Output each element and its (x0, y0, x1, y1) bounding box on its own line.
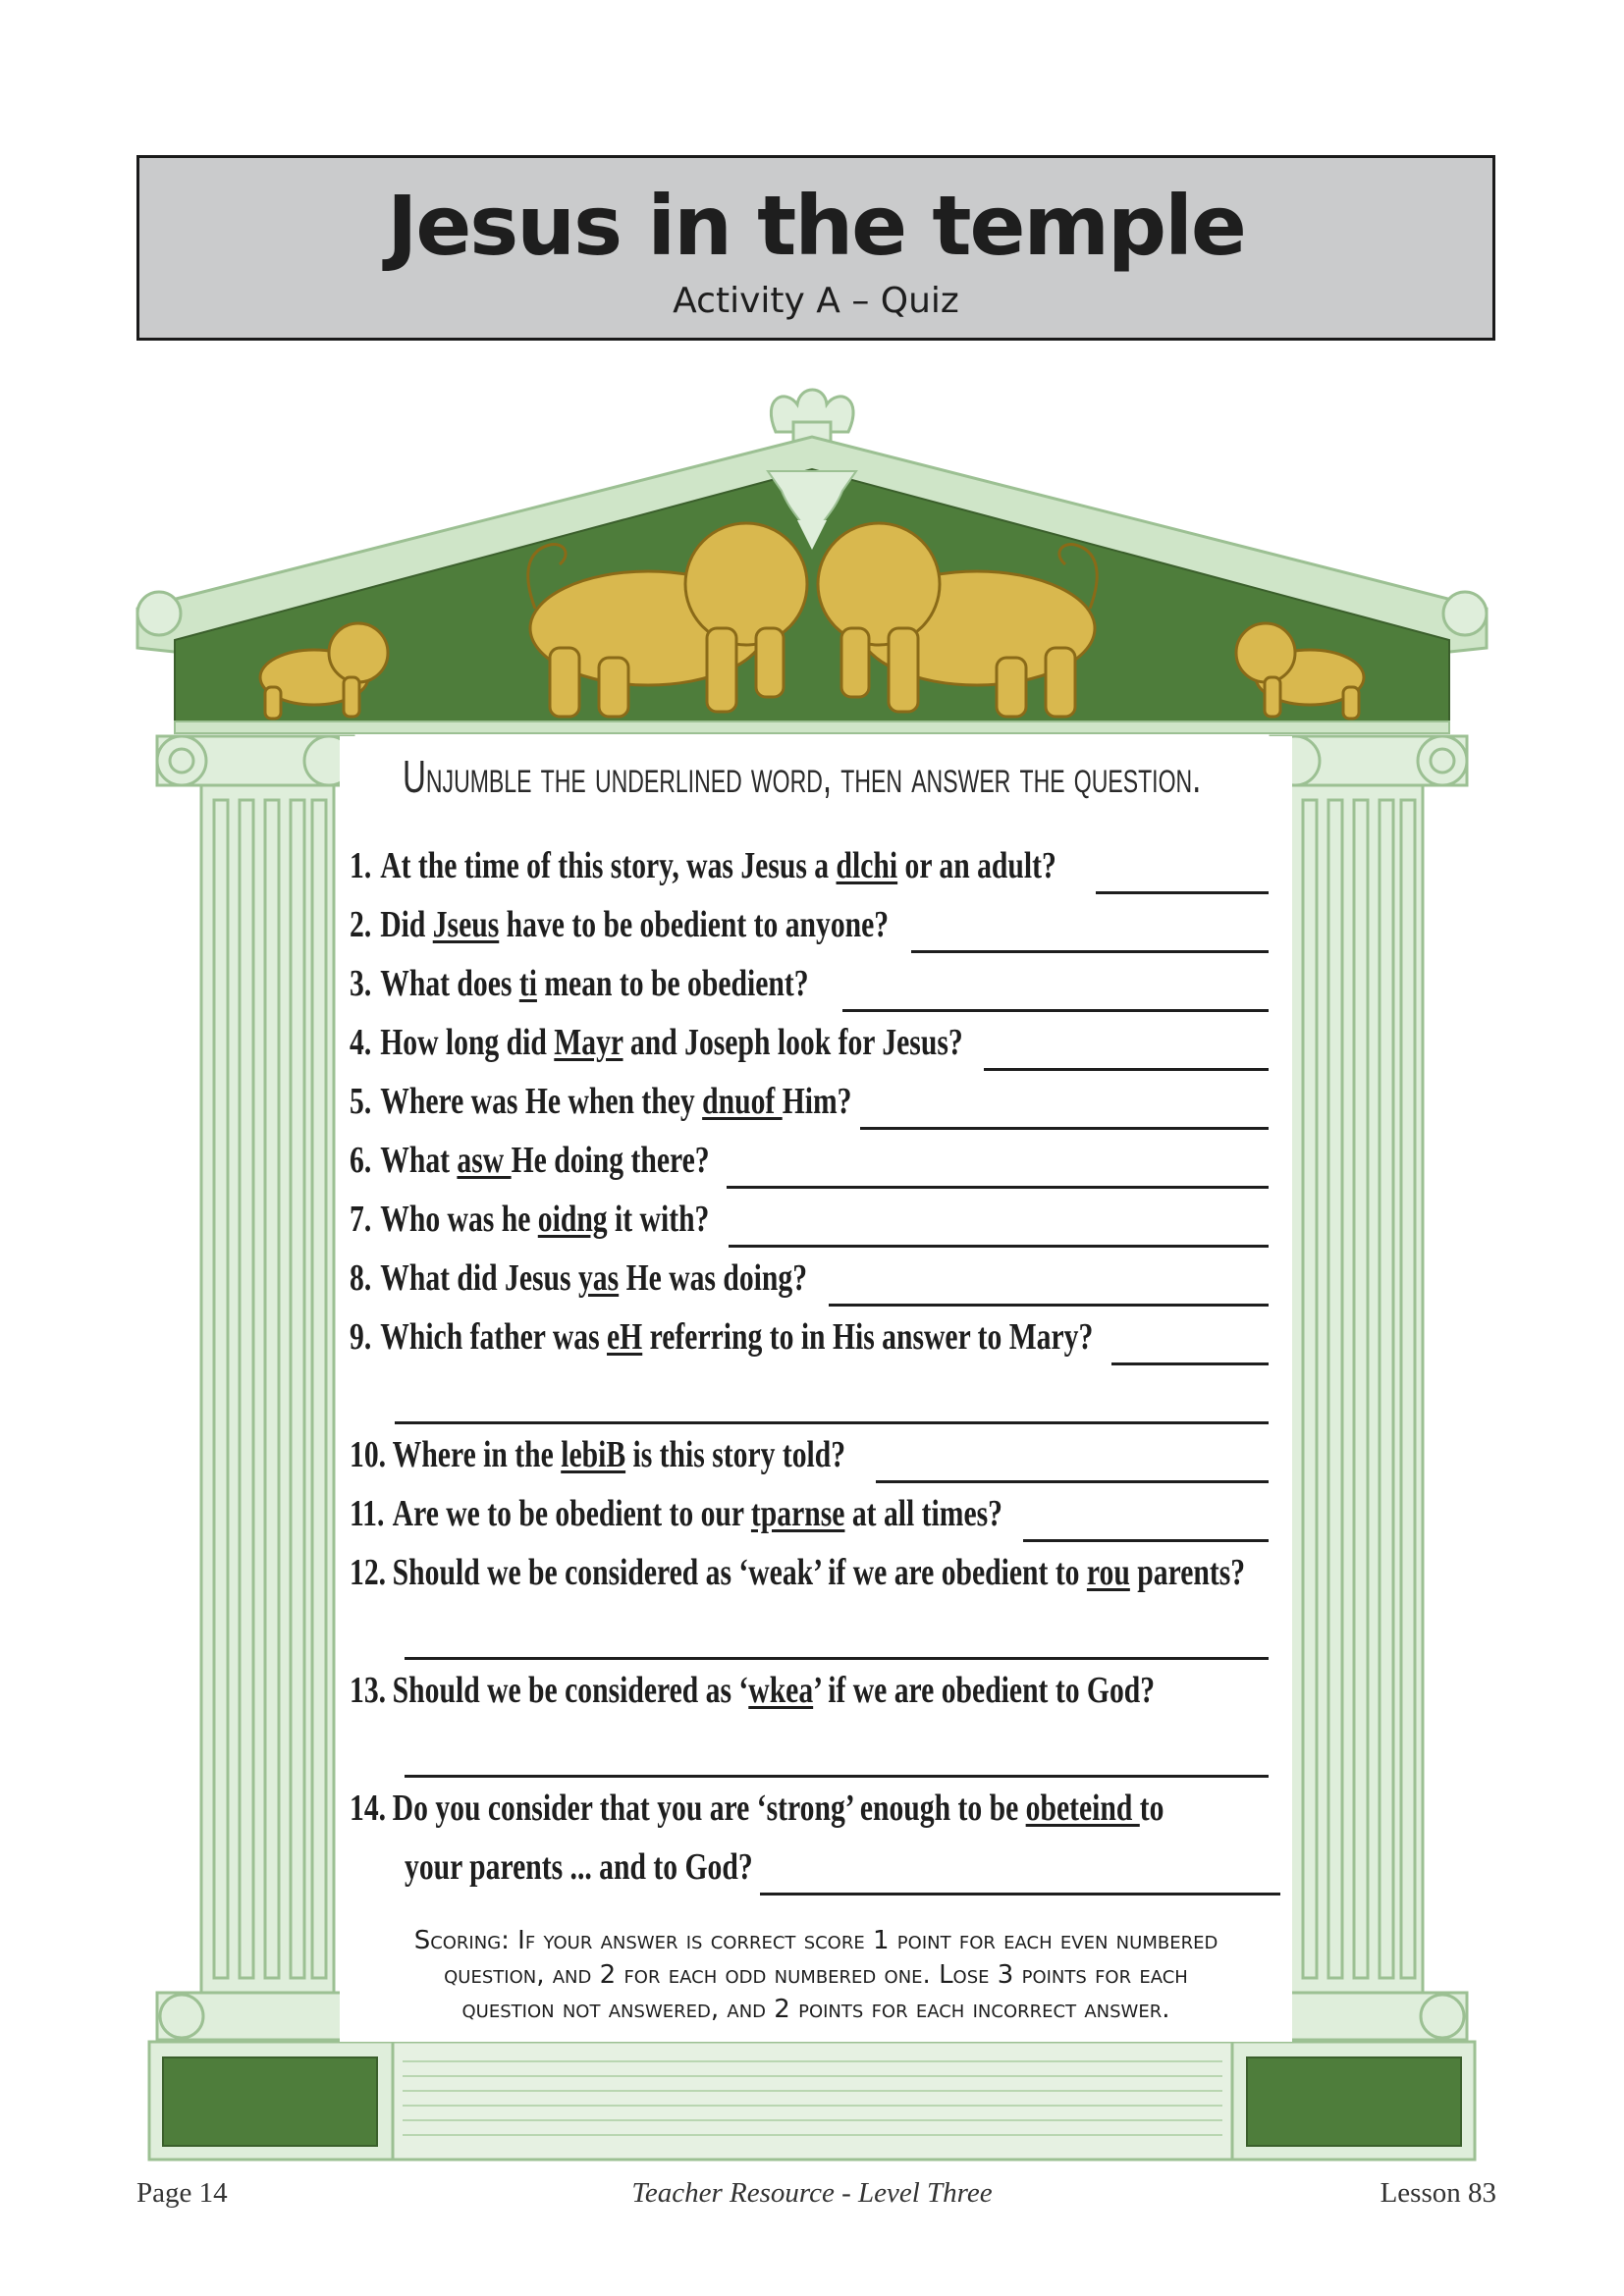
answer-line-8[interactable] (829, 1304, 1269, 1307)
question-6: 6. What asw He doing there? (350, 1140, 710, 1181)
footer-resource: Teacher Resource - Level Three (631, 2177, 993, 2209)
footer-lesson: Lesson 83 (1380, 2177, 1496, 2209)
jumbled-word: asw (457, 1140, 512, 1181)
scoring-text: Scoring: If your answer is correct score 1 point for each even numbered question, and 2 for each odd numbered one. Lose 3 points for each question not answered, and 2 points for each incorrect answer. (413, 1926, 1218, 2024)
answer-line-11[interactable] (1023, 1539, 1269, 1542)
question-10: 10. Where in the lebiB is this story told? (350, 1434, 846, 1475)
page-title: Jesus in the temple (387, 178, 1245, 274)
question-3: 3. What does ti mean to be obedient? (350, 963, 809, 1004)
answer-line-3[interactable] (842, 1009, 1269, 1012)
jumbled-word: rou (1086, 1552, 1130, 1593)
jumbled-word: dlchi (836, 845, 898, 886)
instruction-text: Unjumble the underlined word, then answer the question. (403, 751, 1202, 802)
question-9: 9. Which father was eH referring to in His answer to Mary? (350, 1316, 1094, 1358)
question-5: 5. Where was He when they dnuof Him? (350, 1081, 852, 1122)
jumbled-word: tparnse (750, 1493, 845, 1534)
jumbled-word: dnuof (702, 1081, 783, 1122)
right-column (1271, 736, 1467, 2040)
jumbled-word: lebiB (561, 1434, 626, 1475)
question-2: 2. Did Jseus have to be obedient to anyone? (350, 904, 890, 945)
jumbled-word: Mayr (554, 1022, 623, 1063)
answer-line-1[interactable] (1096, 891, 1269, 894)
answer-line-5[interactable] (860, 1127, 1269, 1130)
temple-base (149, 2042, 1475, 2160)
answer-line-4[interactable] (984, 1068, 1269, 1071)
question-1: 1. At the time of this story, was Jesus a dlchi or an adult? (350, 845, 1056, 886)
answer-line-14[interactable] (760, 1893, 1280, 1896)
answer-line-10[interactable] (876, 1480, 1269, 1483)
question-7: 7. Who was he oidng it with? (350, 1199, 710, 1240)
answer-line-7[interactable] (729, 1245, 1269, 1248)
question-12: 12. Should we be considered as ‘weak’ if we are obedient to rou parents? (350, 1552, 1246, 1593)
jumbled-word: Jseus (432, 904, 500, 945)
answer-line-13[interactable] (405, 1775, 1269, 1778)
question-14: 14. Do you consider that you are ‘strong’ enough to be obeteind to (350, 1788, 1164, 1829)
question-8: 8. What did Jesus yas He was doing? (350, 1257, 808, 1299)
answer-line-2[interactable] (911, 950, 1269, 953)
jumbled-word: wkea (748, 1670, 814, 1711)
question-4: 4. How long did Mayr and Joseph look for Jesus? (350, 1022, 963, 1063)
question-14-continuation: your parents ... and to God? (405, 1846, 753, 1888)
answer-line-12[interactable] (405, 1657, 1269, 1660)
page-subtitle: Activity A – Quiz (673, 281, 959, 321)
answer-line-9b[interactable] (395, 1421, 1269, 1424)
answer-line-9[interactable] (1111, 1362, 1269, 1365)
jumbled-word: yas (577, 1257, 620, 1299)
footer-page-number: Page 14 (136, 2177, 228, 2209)
jumbled-word: oidng (537, 1199, 608, 1240)
jumbled-word: obeteind (1025, 1788, 1140, 1829)
left-column (157, 736, 353, 2040)
jumbled-word: eH (607, 1316, 643, 1358)
finial-ornament (771, 390, 853, 442)
quiz-panel (340, 736, 1292, 2052)
question-11: 11. Are we to be obedient to our tparnse at all times? (350, 1493, 1002, 1534)
answer-line-6[interactable] (727, 1186, 1269, 1189)
jumbled-word: ti (518, 963, 537, 1004)
question-13: 13. Should we be considered as ‘wkea’ if we are obedient to God? (350, 1670, 1156, 1711)
